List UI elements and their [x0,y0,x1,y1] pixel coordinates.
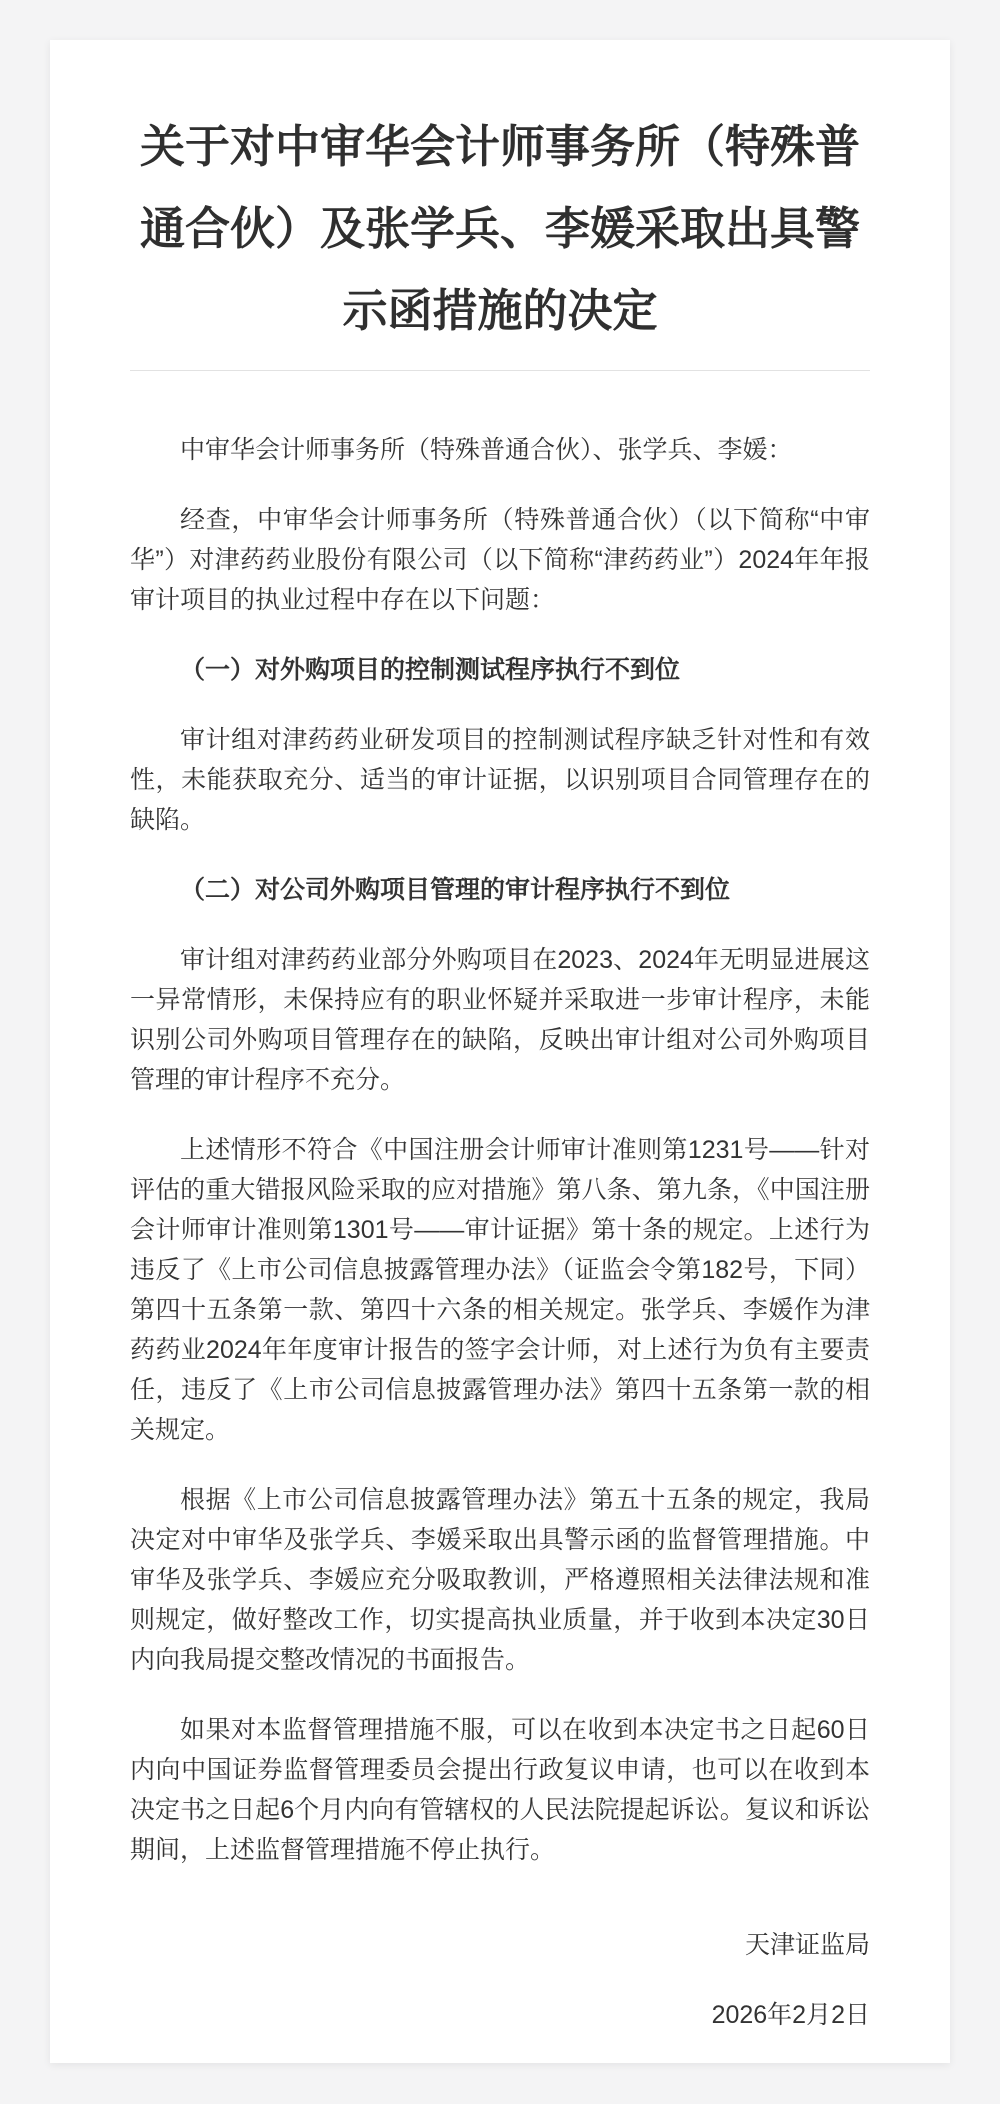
issuer-signature: 天津证监局 [744,1931,870,1959]
body-paragraph: 经查，中审华会计师事务所（特殊普通合伙）（以下简称“中审华”）对津药药业股份有限公司（以下简称“津药药业”）2024年年报审计项目的执业过程中存在以下问题： [130,506,870,614]
issue-date: 2026年2月2日 [711,2001,870,2029]
document-body [130,430,870,2035]
section-heading: （二）对公司外购项目管理的审计程序执行不到位 [180,876,731,904]
body-paragraph: 根据《上市公司信息披露管理办法》第五十五条的规定，我局决定对中审华及张学兵、李媛采取出具警示函的监督管理措施。中审华及张学兵、李媛应充分吸取教训，严格遵照相关法律法规和准则规定，做好整改工作，切实提高执业质量，并于收到本决定30日内向我局提交整改情况的书面报告。 [130,1486,870,1674]
document-card [50,40,950,2063]
body-paragraph: 审计组对津药药业研发项目的控制测试程序缺乏针对性和有效性，未能获取充分、适当的审计证据，以识别项目合同管理存在的缺陷。 [130,726,870,834]
document-title: 关于对中审华会计师事务所（特殊普通合伙）及张学兵、李媛采取出具警示函措施的决定 [139,121,860,336]
salutation: 中审华会计师事务所（特殊普通合伙）、张学兵、李媛： [180,436,793,464]
body-paragraph: 如果对本监督管理措施不服，可以在收到本决定书之日起60日内向中国证券监督管理委员会提出行政复议申请，也可以在收到本决定书之日起6个月内向有管辖权的人民法院提起诉讼。复议和诉讼期间，上述监督管理措施不停止执行。 [130,1716,870,1864]
body-paragraph: 上述情形不符合《中国注册会计师审计准则第1231号——针对评估的重大错报风险采取的应对措施》第八条、第九条，《中国注册会计师审计准则第1301号——审计证据》第十条的规定。上述行为违反了《上市公司信息披露管理办法》（证监会令第182号，下同）第四十五条第一款、第四十六条的相关规定。张学兵、李媛作为津药药业2024年年度审计报告的签字会计师，对上述行为负有主要责任，违反了《上市公司信息披露管理办法》第四十五条第一款的相关规定。 [130,1136,870,1444]
section-heading: （一）对外购项目的控制测试程序执行不到位 [180,656,681,684]
title-divider [130,370,870,371]
body-paragraph: 审计组对津药药业部分外购项目在2023、2024年无明显进展这一异常情形，未保持应有的职业怀疑并采取进一步审计程序，未能识别公司外购项目管理存在的缺陷，反映出审计组对公司外购项目管理的审计程序不充分。 [130,946,870,1094]
